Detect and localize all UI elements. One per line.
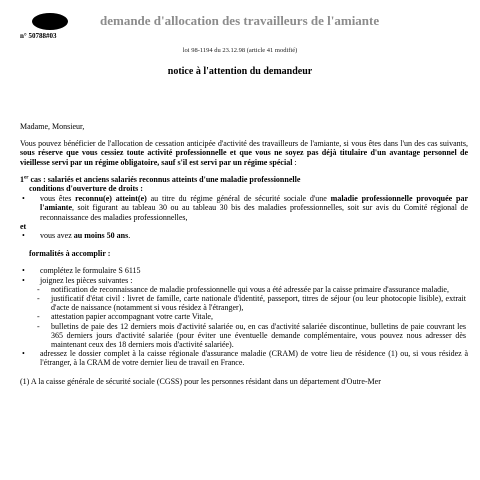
- condition-text: au titre du régime général de sécurité sociale d'une: [146, 194, 331, 204]
- dash-icon: -: [37, 294, 40, 304]
- condition-item: [20, 231, 468, 240]
- case-number-suffix: er: [24, 175, 29, 181]
- bullet-icon: •: [22, 275, 25, 285]
- document-text: notification de reconnaissance de maladie professionnelle qui vous a été adressée par la caisse primaire d'assurance maladie,: [51, 284, 449, 294]
- form-number: n° 50788#03: [20, 32, 57, 40]
- intro-text: Vous pouvez bénéficier de l'allocation de cessation anticipée d'activité des travailleurs de l'amiante, si vous êtes dans l'un des cas suivants,: [20, 139, 468, 149]
- condition-text: vous avez: [40, 231, 74, 241]
- page-title: demande d'allocation des travailleurs de l'amiante: [100, 13, 380, 28]
- condition-text: , soit figurant au tableau 30 ou au tableau 30 bis des maladies professionnelles, soit sur avis du Comité régional de reconnaissance des maladies professionnelles,: [40, 203, 468, 222]
- step-item: [20, 349, 468, 367]
- condition-emphasis: reconnu(e) atteint(e): [75, 194, 147, 204]
- footnote: (1) A la caisse générale de sécurité sociale (CGSS) pour les personnes résidant dans un département d'Outre-Mer: [20, 376, 381, 386]
- step-text: complétez le formulaire S 6115: [40, 266, 141, 276]
- condition-text: vous êtes: [40, 194, 76, 204]
- law-reference: loi 98-1194 du 23.12.98 (article 41 modifié): [182, 47, 298, 54]
- bullet-icon: •: [22, 266, 25, 276]
- intro-condition: sous réserve que vous cessiez toute activité professionnelle et que vous ne soyez pas déjà titulaire d'un avantage personnel de vieillesse servi par un régime obligatoire, sauf s'il est servi par un régime spécial: [20, 148, 468, 167]
- document-item: [20, 312, 468, 321]
- conditions-title: conditions d'ouverture de droits :: [29, 184, 143, 194]
- step-text: adressez le dossier complet à la caisse régionale d'assurance maladie (CRAM) de votre lieu de résidence (1) ou, si vous résidez à l'étranger, à la CRAM de votre dernier lieu de travail en France.: [40, 349, 468, 368]
- salutation: Madame, Monsieur,: [20, 122, 85, 131]
- condition-text: .: [128, 231, 131, 241]
- document-item: [20, 322, 468, 350]
- intro-paragraph: [20, 139, 468, 167]
- bullet-icon: •: [22, 194, 25, 204]
- document-text: justificatif d'état civil : livret de famille, carte nationale d'identité, passeport, titres de séjour (ou leur photocopie lisible), extrait d'acte de naissance (notamment si vous résidez à l'étranger),: [51, 294, 466, 313]
- and-connector: et: [20, 221, 27, 231]
- case-number: 1: [20, 174, 24, 184]
- dash-icon: -: [37, 321, 40, 331]
- organization-logo: [32, 13, 68, 30]
- bullet-icon: •: [22, 231, 25, 241]
- bullet-icon: •: [22, 349, 25, 359]
- case-title: [20, 175, 468, 184]
- notice-heading: notice à l'attention du demandeur: [167, 66, 313, 77]
- step-item: [20, 266, 468, 275]
- dash-icon: -: [37, 312, 40, 322]
- dash-icon: -: [37, 284, 40, 294]
- condition-emphasis: maladie professionnelle provoquée par l'amiante: [40, 194, 469, 213]
- condition-item: [20, 194, 468, 222]
- document-item: [20, 285, 468, 294]
- step-text: joignez les pièces suivantes :: [40, 275, 133, 285]
- notice-body: [20, 122, 468, 386]
- document-text: bulletins de paie des 12 derniers mois d'activité salariée ou, en cas d'activité salariée discontinue, bulletins de paie couvrant les 365 derniers jours d'activité salariée (pour éviter une éventuelle demande complémentaire, vous pouvez nous adresser dès maintenant ceux des 18 derniers mois d'activité salariée).: [51, 321, 466, 350]
- formalities-title: formalités à accomplir :: [29, 249, 111, 259]
- step-item: [20, 276, 468, 285]
- document-text: attestation papier accompagnant votre carte Vitale,: [51, 312, 213, 322]
- document-item: [20, 294, 468, 312]
- case-title-text: cas : salariés et anciens salariés reconnus atteints d'une maladie professionnelle: [28, 174, 301, 184]
- condition-emphasis: au moins 50 ans: [73, 231, 129, 241]
- intro-end: :: [292, 157, 297, 167]
